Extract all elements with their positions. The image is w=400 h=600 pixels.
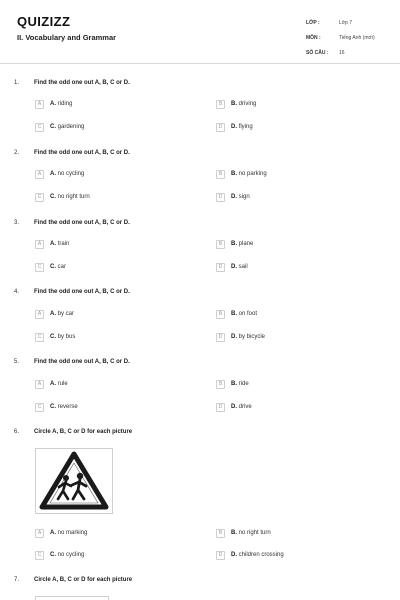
- option-d[interactable]: [216, 192, 250, 202]
- option-letter-box: A: [35, 310, 44, 319]
- option-letter-box: C: [35, 403, 44, 412]
- option-text: flying: [238, 124, 253, 130]
- option-c[interactable]: [35, 402, 78, 412]
- option-d[interactable]: [216, 550, 284, 560]
- option-letter-box: B: [216, 170, 225, 179]
- option-letter-box: D: [216, 263, 225, 272]
- question-number: 3.: [14, 220, 20, 226]
- question-text: Circle A, B, C or D for each picture: [34, 429, 133, 435]
- worksheet-title: II. Vocabulary and Grammar: [17, 33, 117, 42]
- question-text: Find the odd one out A, B, C or D.: [34, 150, 130, 156]
- option-letter-box: A: [35, 170, 44, 179]
- option-b[interactable]: [216, 309, 257, 319]
- question-7-picture: [35, 596, 109, 600]
- option-label: B.: [231, 530, 237, 536]
- question-text: Find the odd one out A, B, C or D.: [34, 359, 130, 365]
- option-label: D.: [231, 194, 237, 200]
- option-text: no cycling: [57, 171, 85, 177]
- option-letter-box: D: [216, 403, 225, 412]
- option-letter-box: D: [216, 123, 225, 132]
- option-label: B.: [231, 381, 237, 387]
- option-text: no right turn: [238, 530, 271, 536]
- option-letter-box: C: [35, 333, 44, 342]
- option-text: by car: [57, 311, 75, 317]
- option-text: gardening: [57, 124, 85, 130]
- meta-label: SỐ CÂU :: [306, 49, 329, 56]
- option-c[interactable]: [35, 122, 84, 132]
- option-letter-box: D: [216, 193, 225, 202]
- meta-row-subject: [306, 30, 396, 45]
- option-letter-box: C: [35, 123, 44, 132]
- option-label: C.: [50, 194, 56, 200]
- option-label: D.: [231, 552, 237, 558]
- option-d[interactable]: [216, 332, 265, 342]
- option-label: C.: [50, 334, 56, 340]
- option-text: plane: [238, 241, 254, 247]
- option-letter-box: C: [35, 263, 44, 272]
- option-text: driving: [238, 101, 257, 107]
- option-letter-box: B: [216, 529, 225, 538]
- meta-value: Lớp 7: [339, 19, 353, 26]
- option-c[interactable]: [35, 332, 75, 342]
- option-letter-box: C: [35, 193, 44, 202]
- option-text: no parking: [238, 171, 267, 177]
- option-label: A.: [50, 171, 56, 177]
- quizizz-logo: QUIZIZZ: [17, 14, 71, 29]
- option-a[interactable]: [35, 99, 72, 109]
- option-letter-box: C: [35, 551, 44, 560]
- children-crossing-sign-icon: [36, 449, 112, 513]
- option-letter-box: B: [216, 100, 225, 109]
- question-number: 4.: [14, 289, 20, 295]
- option-a[interactable]: [35, 379, 68, 389]
- option-text: children crossing: [238, 552, 284, 558]
- option-label: B.: [231, 101, 237, 107]
- option-d[interactable]: [216, 402, 252, 412]
- meta-value: Tiếng Anh (mới): [339, 34, 375, 41]
- option-label: B.: [231, 171, 237, 177]
- option-text: sign: [238, 194, 250, 200]
- option-a[interactable]: [35, 169, 84, 179]
- question-number: 5.: [14, 359, 20, 365]
- option-text: by bus: [57, 334, 76, 340]
- question-number: 7.: [14, 577, 20, 583]
- option-label: D.: [231, 264, 237, 270]
- option-label: A.: [50, 241, 56, 247]
- option-text: train: [57, 241, 70, 247]
- option-text: riding: [57, 101, 73, 107]
- option-text: rule: [57, 381, 68, 387]
- question-text: Find the odd one out A, B, C or D.: [34, 289, 130, 295]
- option-letter-box: A: [35, 240, 44, 249]
- option-letter-box: B: [216, 380, 225, 389]
- meta-value: 16: [339, 49, 345, 56]
- question-number: 2.: [14, 150, 20, 156]
- option-label: D.: [231, 124, 237, 130]
- option-letter-box: A: [35, 380, 44, 389]
- meta-label: LỚP :: [306, 19, 320, 26]
- option-b[interactable]: [216, 239, 253, 249]
- option-text: no marking: [57, 530, 88, 536]
- meta-row-class: [306, 15, 396, 30]
- question-text: Find the odd one out A, B, C or D.: [34, 220, 130, 226]
- question-text: Circle A, B, C or D for each picture: [34, 577, 133, 583]
- option-d[interactable]: [216, 122, 253, 132]
- option-letter-box: B: [216, 240, 225, 249]
- children-crossing-sign-picture: [35, 448, 113, 514]
- option-label: B.: [231, 241, 237, 247]
- option-text: sail: [238, 264, 248, 270]
- option-label: C.: [50, 264, 56, 270]
- option-label: D.: [231, 334, 237, 340]
- question-number: 1.: [14, 80, 20, 86]
- option-a[interactable]: [35, 309, 74, 319]
- meta-row-count: [306, 45, 396, 60]
- option-label: A.: [50, 101, 56, 107]
- option-b[interactable]: [216, 528, 271, 538]
- option-letter-box: D: [216, 333, 225, 342]
- option-letter-box: D: [216, 551, 225, 560]
- option-label: C.: [50, 552, 56, 558]
- option-text: ride: [238, 381, 249, 387]
- option-label: A.: [50, 530, 56, 536]
- option-label: A.: [50, 381, 56, 387]
- meta-label: MÔN :: [306, 34, 321, 41]
- option-text: no right turn: [57, 194, 90, 200]
- option-text: no cycling: [57, 552, 85, 558]
- option-letter-box: A: [35, 529, 44, 538]
- option-d[interactable]: [216, 262, 248, 272]
- worksheet-meta: [306, 15, 396, 60]
- option-b[interactable]: [216, 169, 267, 179]
- question-number: 6.: [14, 429, 20, 435]
- option-c[interactable]: [35, 192, 90, 202]
- option-a[interactable]: [35, 528, 87, 538]
- question-text: Find the odd one out A, B, C or D.: [34, 80, 130, 86]
- option-text: by bicycle: [238, 334, 266, 340]
- option-label: A.: [50, 311, 56, 317]
- option-label: D.: [231, 404, 237, 410]
- option-label: C.: [50, 404, 56, 410]
- worksheet-header: [0, 0, 400, 64]
- option-letter-box: A: [35, 100, 44, 109]
- option-letter-box: B: [216, 310, 225, 319]
- option-b[interactable]: [216, 99, 256, 109]
- option-label: B.: [231, 311, 237, 317]
- option-text: on foot: [238, 311, 258, 317]
- option-text: drive: [238, 404, 252, 410]
- option-c[interactable]: [35, 262, 66, 272]
- option-text: reverse: [57, 404, 78, 410]
- option-c[interactable]: [35, 550, 84, 560]
- option-label: C.: [50, 124, 56, 130]
- option-a[interactable]: [35, 239, 69, 249]
- option-text: car: [57, 264, 67, 270]
- option-b[interactable]: [216, 379, 249, 389]
